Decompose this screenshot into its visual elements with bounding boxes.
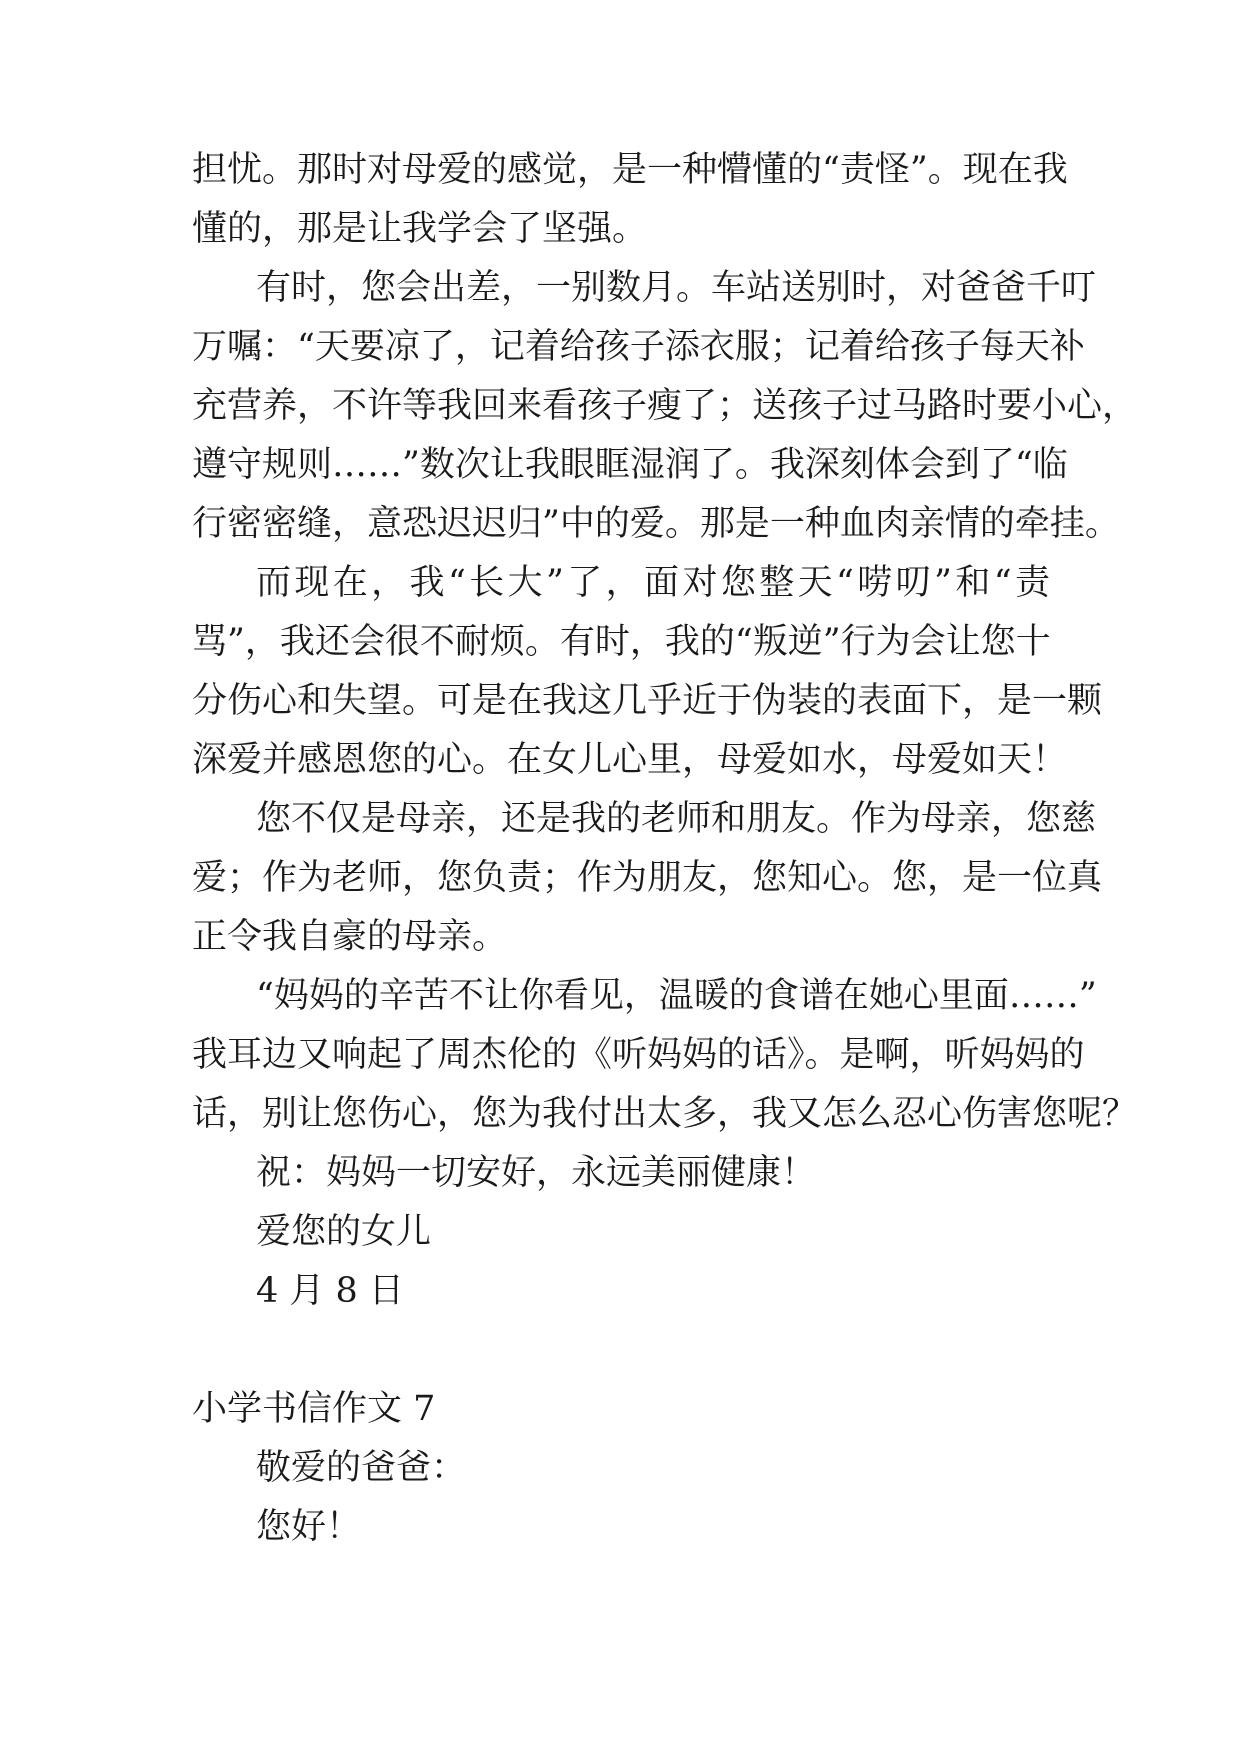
paragraph-line: 遵守规则……”数次让我眼眶湿润了。我深刻体会到了“临: [192, 445, 1068, 485]
paragraph-line: 而现在，我“长大”了，面对您整天“唠叨”和“责: [256, 563, 1050, 603]
salutation: 敬爱的爸爸：: [256, 1448, 467, 1488]
paragraph-line: 万嘱：“天要凉了，记着给孩子添衣服；记着给孩子每天补: [192, 327, 1085, 367]
signature: 爱您的女儿: [256, 1212, 432, 1252]
paragraph-line: 行密密缝，意恐迟迟归”中的爱。那是一种血肉亲情的牵挂。: [192, 504, 1120, 544]
paragraph-line: 分伤心和失望。可是在我这几乎近于伪装的表面下，是一颗: [192, 681, 1103, 721]
letter-date: 4 月 8 日: [256, 1271, 404, 1311]
paragraph-line: 话，别让您伤心，您为我付出太多，我又怎么忍心伤害您呢？: [192, 1094, 1138, 1134]
greeting: 您好！: [256, 1507, 362, 1547]
closing-wish: 祝：妈妈一切安好，永远美丽健康！: [256, 1153, 817, 1193]
paragraph-line: 充营养，不许等我回来看孩子瘦了；送孩子过马路时要小心，: [192, 386, 1138, 426]
paragraph-line: 我耳边又响起了周杰伦的《听妈妈的话》。是啊，听妈妈的: [192, 1035, 1085, 1075]
paragraph-line: 懂的，那是让我学会了坚强。: [192, 209, 648, 249]
paragraph-line: 正令我自豪的母亲。: [192, 917, 508, 957]
paragraph-line: 爱；作为老师，您负责；作为朋友，您知心。您，是一位真: [192, 858, 1103, 898]
paragraph-line: 深爱并感恩您的心。在女儿心里，母爱如水，母爱如天！: [192, 740, 1068, 780]
paragraph-line: 担忧。那时对母爱的感觉，是一种懵懂的“责怪”。现在我: [192, 150, 1068, 190]
paragraph-line: 骂”，我还会很不耐烦。有时，我的“叛逆”行为会让您十: [192, 622, 1051, 662]
paragraph-line: “妈妈的辛苦不让你看见，温暖的食谱在她心里面……”: [256, 976, 1097, 1016]
paragraph-line: 您不仅是母亲，还是我的老师和朋友。作为母亲，您慈: [256, 799, 1097, 839]
section-title: 小学书信作文 7: [192, 1389, 436, 1429]
paragraph-line: 有时，您会出差，一别数月。车站送别时，对爸爸千叮: [256, 268, 1097, 308]
